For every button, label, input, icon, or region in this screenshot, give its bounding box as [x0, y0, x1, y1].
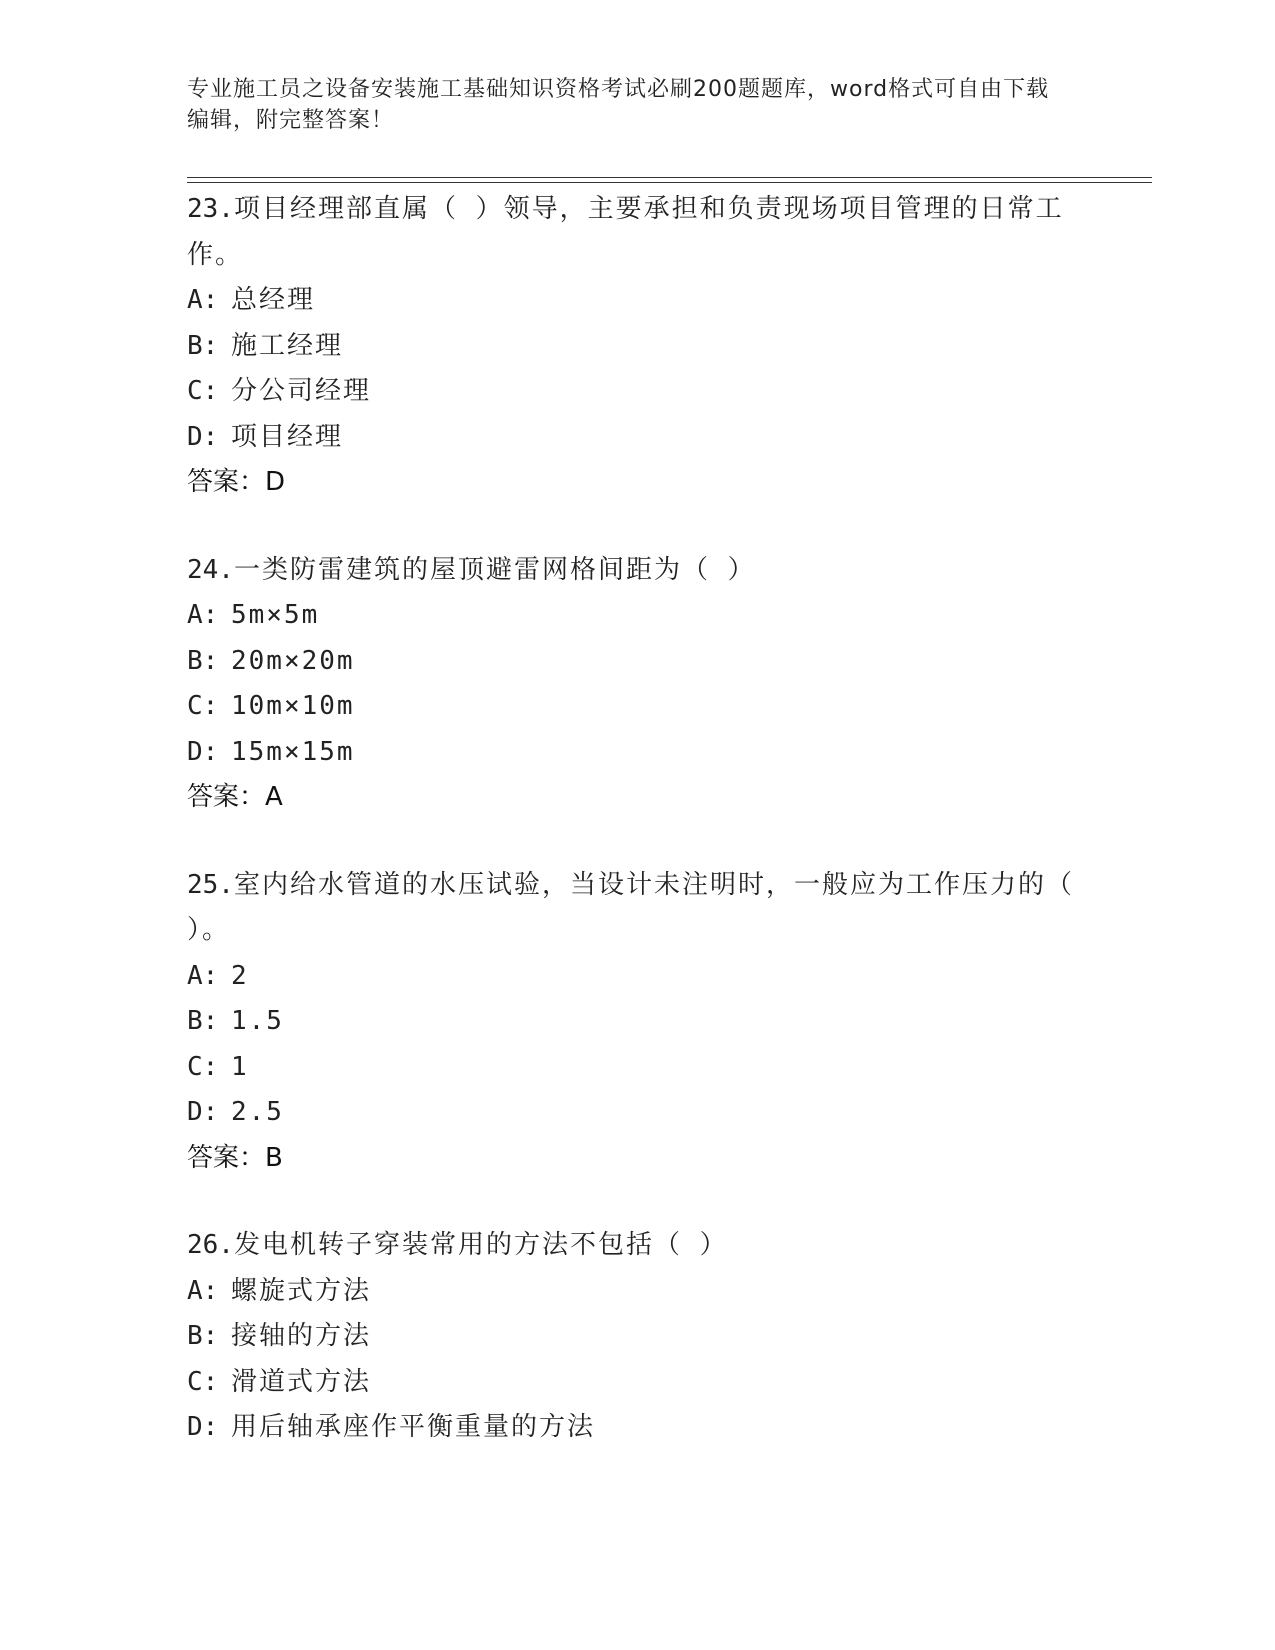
document-intro: 专业施工员之设备安装施工基础知识资格考试必刷200题题库，word格式可自由下载编辑，附完整答案！	[187, 77, 1050, 133]
option-text: 2.5	[231, 1097, 284, 1127]
option-d	[187, 415, 1087, 461]
option-c	[187, 1360, 1087, 1406]
option-key: D:	[187, 736, 219, 767]
question-number: 25.	[187, 869, 234, 900]
option-key: C:	[187, 691, 219, 721]
option-b	[187, 639, 1087, 685]
option-key: A:	[187, 960, 219, 991]
question-text: 发电机转子穿装常用的方法不包括（ ）	[233, 1230, 728, 1260]
option-key: A:	[187, 1275, 219, 1306]
answer-line: 答案：D	[187, 467, 286, 497]
option-text: 1.5	[231, 1006, 284, 1036]
option-key: C:	[187, 1051, 219, 1082]
question-text: 项目经理部直属（ ）领导，主要承担和负责现场项目管理的日常工作。	[187, 194, 1064, 270]
option-text: 分公司经理	[231, 376, 372, 406]
option-key: B:	[187, 1321, 219, 1351]
question-text: 室内给水管道的水压试验，当设计未注明时，一般应为工作压力的（ ）。	[187, 869, 1074, 945]
option-key: D:	[187, 1097, 219, 1127]
question-stem	[187, 187, 1087, 278]
question-number: 23.	[187, 194, 234, 224]
option-text: 15m×15m	[231, 736, 355, 767]
option-key: D:	[187, 1412, 219, 1442]
question-25	[187, 863, 1087, 1182]
option-text: 20m×20m	[231, 645, 355, 676]
header-rule-top	[187, 177, 1152, 178]
option-text: 5m×5m	[231, 600, 320, 630]
option-text: 1	[231, 1051, 249, 1082]
option-b	[187, 1314, 1087, 1360]
option-d	[187, 730, 1087, 776]
option-d	[187, 1405, 1087, 1451]
question-23	[187, 187, 1087, 506]
option-key: B:	[187, 645, 219, 676]
question-24	[187, 548, 1087, 821]
option-key: A:	[187, 600, 219, 630]
option-a	[187, 278, 1087, 324]
question-26	[187, 1223, 1087, 1451]
option-key: D:	[187, 421, 219, 452]
option-key: B:	[187, 1006, 219, 1036]
option-key: B:	[187, 330, 219, 361]
option-text: 10m×10m	[231, 691, 355, 721]
option-text: 滑道式方法	[231, 1366, 372, 1397]
option-key: A:	[187, 285, 219, 315]
option-a	[187, 954, 1087, 1000]
option-a	[187, 593, 1087, 639]
option-text: 螺旋式方法	[231, 1275, 372, 1306]
option-d	[187, 1090, 1087, 1136]
option-c	[187, 1045, 1087, 1091]
option-b	[187, 999, 1087, 1045]
option-b	[187, 324, 1087, 370]
question-list	[187, 187, 1087, 1493]
option-text: 接轴的方法	[231, 1321, 372, 1351]
option-c	[187, 684, 1087, 730]
question-stem	[187, 1223, 1087, 1269]
option-text: 2	[231, 960, 249, 991]
option-key: C:	[187, 1366, 219, 1397]
option-text: 项目经理	[231, 421, 344, 452]
question-stem	[187, 863, 1087, 954]
header-rule-bottom	[187, 182, 1152, 183]
option-c	[187, 369, 1087, 415]
answer-line: 答案：B	[187, 1142, 283, 1173]
question-text: 一类防雷建筑的屋顶避雷网格间距为（ ）	[233, 554, 756, 585]
question-number: 24.	[187, 554, 234, 585]
question-stem	[187, 548, 1087, 594]
option-text: 用后轴承座作平衡重量的方法	[231, 1412, 596, 1442]
option-key: C:	[187, 376, 219, 406]
question-number: 26.	[187, 1230, 234, 1260]
answer-line: 答案：A	[187, 782, 283, 812]
option-text: 总经理	[231, 285, 316, 315]
option-a	[187, 1269, 1087, 1315]
option-text: 施工经理	[231, 330, 344, 361]
